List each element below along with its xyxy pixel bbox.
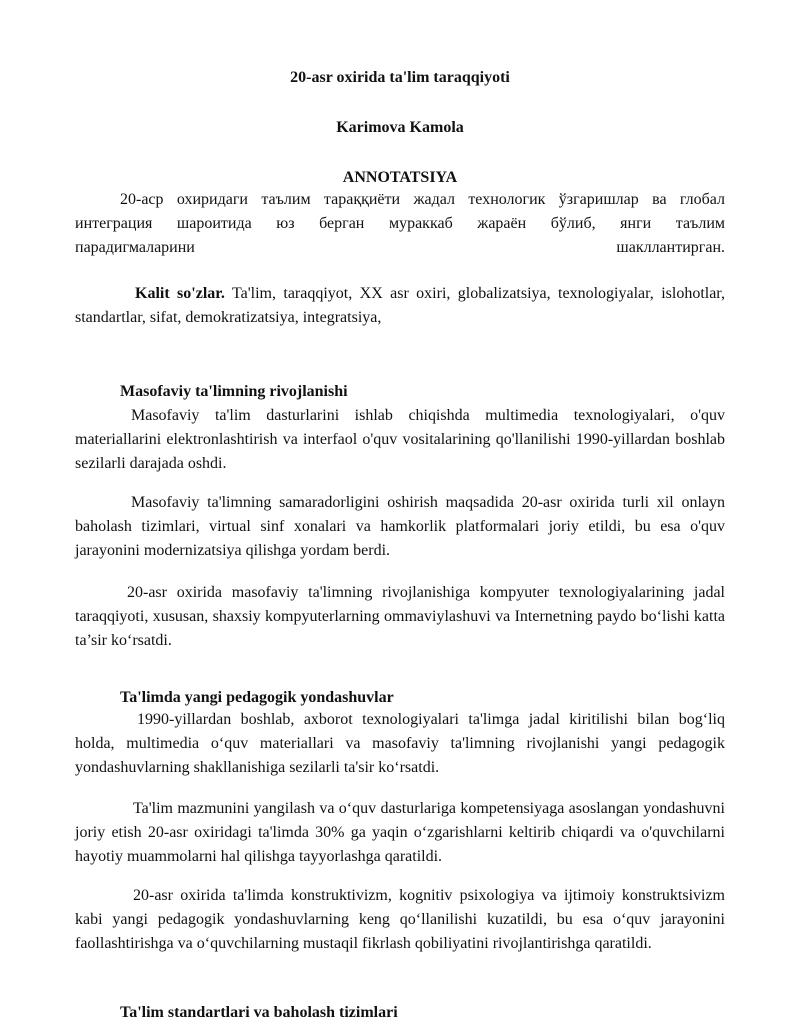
section-1-paragraph-2: Masofaviy ta'limning samaradorligini oshirish maqsadida 20-asr oxirida turli xil onlayn baholash tizimlari, virtual sinf xonalari va hamkorlik platformalari joriy etildi, bu esa o'quv jarayonini modernizatsiya qilishga yordam berdi. bbox=[75, 494, 725, 559]
keywords-paragraph bbox=[75, 282, 725, 330]
author-name: Karimova Kamola bbox=[336, 119, 464, 136]
annotation-line-3 bbox=[75, 236, 725, 260]
section-heading-standards: Ta'lim standartlari va baholash tizimlari bbox=[120, 1004, 398, 1021]
annotation-heading: ANNOTATSIYA bbox=[342, 169, 458, 186]
section-2-paragraph-1: 1990-yillardan boshlab, axborot texnologiyalari ta'limga jadal kiritilishi bilan bog‘liq holda, multimedia o‘quv materiallari va masofaviy ta'limning rivojlanishi yangi pedagogik yondashuvlarning shakllanishiga sezilarli ta'sir ko‘rsatdi. bbox=[75, 711, 725, 776]
section-heading-pedagogical-approaches: Ta'limda yangi pedagogik yondashuvlar bbox=[120, 689, 394, 706]
annotation-line-1: 20-аср охиридаги таълим тараққиёти жадал технологик ўзгаришлар ва глобал bbox=[120, 191, 725, 208]
section-1-paragraph-3: 20-asr oxirida masofaviy ta'limning rivojlanishiga kompyuter texnologiyalarining jadal taraqqiyoti, xususan, shaxsiy kompyuterlarning ommaviylashuvi va Internetning paydo bo‘lishi katta ta’sir ko‘rsatdi. bbox=[75, 584, 725, 649]
document-title: 20-asr oxirida ta'lim taraqqiyoti bbox=[290, 69, 510, 86]
annotation-line-2: интеграция шароитида юз берган мураккаб жараён бўлиб, янги таълим bbox=[75, 215, 725, 232]
section-heading-distance-learning: Masofaviy ta'limning rivojlanishi bbox=[120, 383, 348, 400]
keywords-text: Ta'lim, taraqqiyot, XX asr oxiri, globalizatsiya, texnologiyalar, islohotlar, standartlar, sifat, demokratizatsiya, integratsiya, bbox=[75, 285, 725, 326]
section-2-paragraph-3: 20-asr oxirida ta'limda konstruktivizm, kognitiv psixologiya va ijtimoiy konstruktsivizm kabi yangi pedagogik yondashuvlarning keng qo‘llanilishi kuzatildi, bu esa o‘quv jarayonini faollashtirishga va o‘quvchilarning mustaqil fikrlash qobiliyatini rivojlantirishga qaratildi. bbox=[75, 887, 725, 952]
annotation-line-3-right: шакллантирган. bbox=[616, 239, 725, 256]
keywords-label: Kalit so'zlar. bbox=[135, 285, 225, 302]
annotation-line-3-left: парадигмаларини bbox=[75, 239, 195, 256]
section-2-paragraph-2: Ta'lim mazmunini yangilash va o‘quv dasturlariga kompetensiyaga asoslangan yondashuvni joriy etish 20-asr oxiridagi ta'limda 30% ga yaqin o‘zgarishlarni keltirib chiqardi va o'quvchilarni hayotiy muammolarni hal qilishga tayyorlashga qaratildi. bbox=[75, 800, 725, 865]
section-1-paragraph-1: Masofaviy ta'lim dasturlarini ishlab chiqishda multimedia texnologiyalari, o'quv materiallarini elektronlashtirish va interfaol o'quv vositalarining qo'llanilishi 1990-yillardan boshlab sezilarli darajada oshdi. bbox=[75, 407, 725, 472]
